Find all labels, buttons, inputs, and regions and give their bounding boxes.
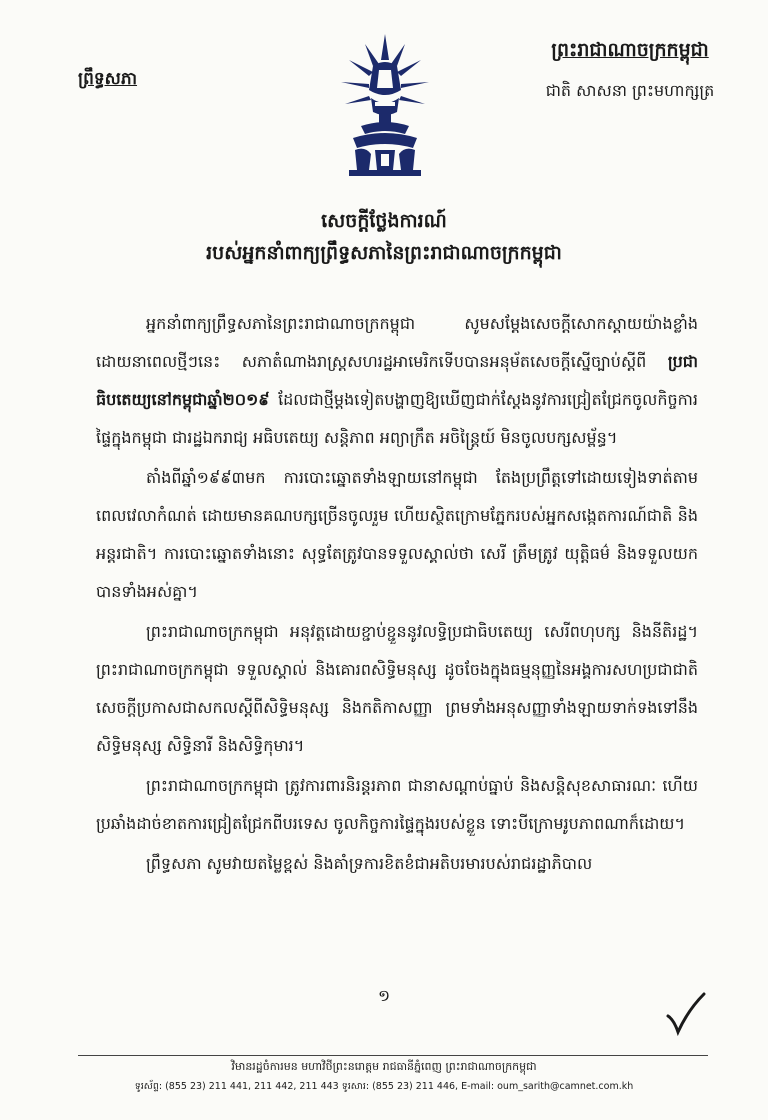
senate-emblem-icon <box>335 30 435 180</box>
paragraph-2: តាំងពីឆ្នាំ១៩៩៣មក ការបោះឆ្នោតទាំងឡាយនៅកម្ពុជា តែងប្រព្រឹត្តទៅដោយទៀងទាត់តាមពេលវេលាកំណត់ ដោយមានគណបក្សច្រើនចូលរួម ហើយស្ថិតក្រោមភ្នែករបស់អ្នកសង្កេតការណ៍ជាតិ និងអន្តរជាតិ។ ការបោះឆ្នោតទាំងនោះ សុទ្ធតែត្រូវបានទទួលស្គាល់ថា សេរី ត្រឹមត្រូវ យុត្តិធម៌ និងទទួលយកបានទាំងអស់គ្នា។ <box>96 468 698 601</box>
fax-label: ទូរសារ: <box>341 1081 370 1092</box>
footer-divider <box>78 1055 708 1056</box>
national-motto: ជាតិ សាសនា ព្រះមហាក្សត្រ <box>545 81 715 100</box>
paragraph-1 <box>96 305 698 457</box>
paragraph-1-part-b: ដែលជាថ្មីម្ដងទៀតបង្ហាញឱ្យឃើញជាក់ស្ដែងនូវការជ្រៀតជ្រែកចូលកិច្ចការផ្ទៃក្នុងកម្ពុជា ជារដ្ឋឯករាជ្យ អធិបតេយ្យ សន្តិភាព អព្យាក្រឹត អចិន្ត្រៃយ៍ មិនចូលបក្សសម្ព័ន្ធ។ <box>96 390 698 447</box>
statement-body <box>96 305 698 885</box>
paragraph-4: ព្រះរាជាណាចក្រកម្ពុជា ត្រូវការពារនិរន្តរភាព ជានាសណ្ដាប់ធ្នាប់ និងសន្តិសុខសាធារណៈ ហើយប្រឆាំងដាច់ខាតការជ្រៀតជ្រែកពីបរទេស ចូលកិច្ចការផ្ទៃក្នុងរបស់ខ្លួន ទោះបីក្រោមរូបភាពណាក៏ដោយ។ <box>96 776 698 833</box>
email-address: E-mail: oum_sarith@camnet.com.kh <box>461 1081 634 1092</box>
statement-title <box>0 206 768 270</box>
bill-name: ប្រជាធិបតេយ្យនៅកម្ពុជាឆ្នាំ២០១៩ <box>96 352 698 409</box>
footer-contact <box>0 1080 768 1094</box>
title-line-2: របស់អ្នកនាំពាក្យព្រឹទ្ធសភានៃព្រះរាជាណាចក្រកម្ពុជា <box>206 242 562 264</box>
kingdom-title: ព្រះរាជាណាចក្រកម្ពុជា <box>551 39 709 61</box>
fax-number: (855 23) 211 446, <box>372 1081 459 1092</box>
senate-header: ព្រឹទ្ធសភា <box>78 69 138 89</box>
kingdom-header <box>520 38 740 104</box>
title-line-1: សេចក្ដីថ្លែងការណ៍ <box>321 210 447 232</box>
handwritten-checkmark-icon <box>664 990 708 1036</box>
phone-numbers: (855 23) 211 441, 211 442, 211 443 <box>165 1081 339 1092</box>
paragraph-3: ព្រះរាជាណាចក្រកម្ពុជា អនុវត្តដោយខ្ជាប់ខ្ជួននូវលទ្ធិប្រជាធិបតេយ្យ សេរីពហុបក្ស និងនីតិរដ្ឋ។ ព្រះរាជាណាចក្រកម្ពុជា ទទួលស្គាល់ និងគោរពសិទ្ធិមនុស្ស ដូចចែងក្នុងធម្មនុញ្ញនៃអង្គការសហប្រជាជាតិ សេចក្ដីប្រកាសជាសកលស្ដីពីសិទ្ធិមនុស្ស និងកតិកាសញ្ញា ព្រមទាំងអនុសញ្ញាទាំងឡាយទាក់ទងទៅនឹងសិទ្ធិមនុស្ស សិទ្ធិនារី និងសិទ្ធិកុមារ។ <box>96 622 698 755</box>
footer-address: វិមានរដ្ឋចំការមន មហាវិថីព្រះនរោត្តម រាជធានីភ្នំពេញ ព្រះរាជាណាចក្រកម្ពុជា <box>231 1060 537 1073</box>
phone-label: ទូរស័ព្ទ: <box>134 1081 163 1092</box>
paragraph-1-part-a: អ្នកនាំពាក្យព្រឹទ្ធសភានៃព្រះរាជាណាចក្រកម្ពុជា សូមសម្ដែងសេចក្ដីសោកស្ដាយយ៉ាងខ្លាំង ដោយនាពេលថ្មីៗនេះ សភាតំណាងរាស្ត្រសហរដ្ឋអាមេរិកទើបបានអនុម័តសេចក្ដីស្នើច្បាប់ស្ដីពី <box>96 314 698 371</box>
page-number: ១ <box>377 986 391 1005</box>
paragraph-5: ព្រឹទ្ធសភា សូមវាយតម្លៃខ្ពស់ និងគាំទ្រការខិតខំជាអតិបរមារបស់រាជរដ្ឋាភិបាល <box>146 854 593 873</box>
